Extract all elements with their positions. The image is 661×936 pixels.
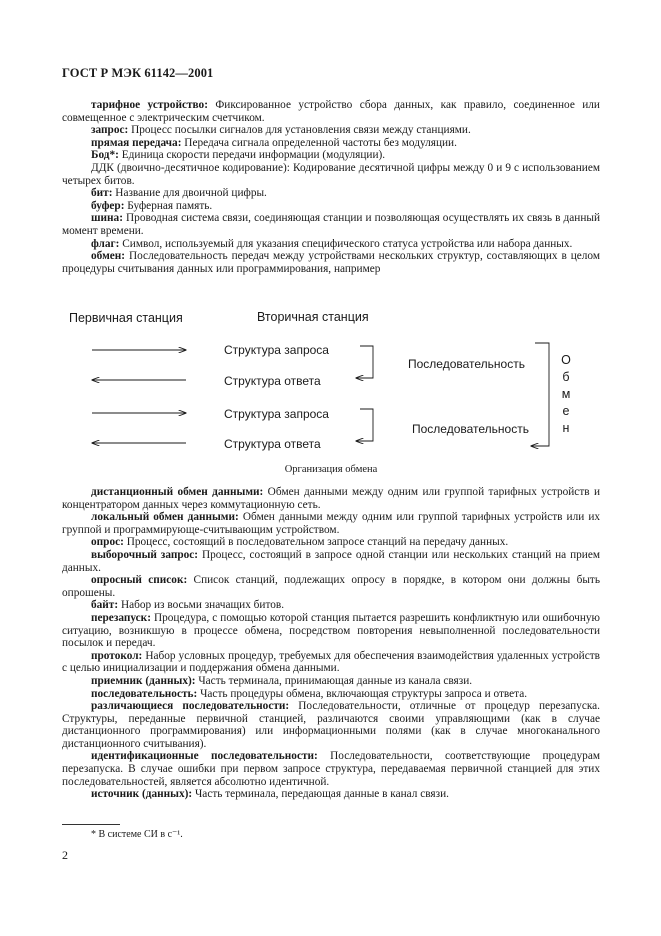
- definition-term: опросный список:: [91, 574, 188, 587]
- structure-label: Структура запроса: [224, 343, 329, 357]
- definition-item: [62, 675, 600, 688]
- definition-text: Список станций, подлежащих опросу в порядке, в котором они должны быть опрошены.: [62, 574, 600, 599]
- definition-item: [62, 700, 600, 750]
- exchange-letter: е: [562, 404, 570, 418]
- definition-term: обмен:: [91, 250, 126, 263]
- definition-term: прямая передача:: [91, 136, 182, 149]
- secondary-station-label: Вторичная станция: [257, 310, 369, 324]
- definition-term: локальный обмен данными:: [91, 511, 239, 524]
- definition-term: шина:: [91, 212, 123, 225]
- footnote-divider: [62, 824, 120, 825]
- definition-item: [62, 187, 600, 200]
- exchange-letter: н: [562, 421, 570, 435]
- definitions-part-1: [62, 99, 600, 275]
- structure-label: Структура запроса: [224, 407, 329, 421]
- definition-item: [62, 574, 600, 599]
- page-number: 2: [62, 848, 68, 862]
- primary-station-label: Первичная станция: [69, 311, 183, 325]
- footnote: * В системе СИ в с⁻¹.: [91, 829, 183, 840]
- definition-term: перезапуск:: [91, 611, 151, 624]
- definition-item: [62, 788, 600, 801]
- diagram-caption: Организация обмена: [284, 464, 378, 475]
- definition-item: [62, 536, 600, 549]
- definition-text: Часть терминала, передающая данные в канал связи.: [192, 788, 449, 801]
- sequence-label: Последовательность: [412, 422, 529, 436]
- definition-item: [62, 750, 600, 788]
- definition-text: Процесс, состоящий в запросе одной станции или нескольких станций на прием данных.: [62, 548, 600, 574]
- sequence-bracket: [358, 346, 373, 378]
- definition-text: Передача сигнала определенной частоты без модуляции.: [181, 136, 457, 149]
- definition-text: Обмен данными между одним или группой тарифных устройств или их группой и программирующе-считывающим устройством.: [62, 511, 601, 536]
- definition-item: [62, 250, 600, 275]
- definition-term: последовательность:: [91, 687, 198, 700]
- definition-item: [62, 200, 600, 213]
- definition-text: Буферная память.: [124, 199, 213, 212]
- definition-term: источник (данных):: [91, 788, 193, 801]
- definition-item: [62, 99, 600, 124]
- definition-text: Единица скорости передачи информации (модуляции).: [118, 149, 386, 162]
- exchange-letter: м: [561, 387, 571, 401]
- sequence-bracket: [358, 409, 373, 441]
- definition-text: Набор условных процедур, требуемых для обеспечения взаимодействия удаленных устройств с целью инициализации и поддержания обмена данными.: [62, 649, 600, 675]
- definition-item: [62, 688, 600, 701]
- definition-text: Обмен данными между одним или группой тарифных устройств и концентратором данных через коммутационную сеть.: [62, 486, 601, 511]
- definition-term: Бод*:: [91, 149, 119, 162]
- definition-item: [62, 599, 600, 612]
- definition-term: флаг:: [91, 237, 120, 250]
- definition-term: приемник (данных):: [91, 674, 196, 687]
- structure-label: Структура ответа: [224, 374, 321, 388]
- sequence-label: Последовательность: [408, 357, 525, 371]
- structure-label: Структура ответа: [224, 437, 321, 451]
- definition-item: [62, 486, 600, 511]
- definition-term: различающиеся последовательности:: [91, 700, 290, 713]
- definition-text: Часть терминала, принимающая данные из канала связи.: [195, 674, 473, 687]
- definition-text: Процесс, состоящий в последовательном запросе станций на передачу данных.: [123, 536, 509, 549]
- definition-item: [62, 162, 600, 187]
- definition-text: Проводная система связи, соединяющая станции и позволяющая осуществлять их связь в данный момент времени.: [62, 212, 600, 237]
- definition-item: [62, 650, 600, 675]
- definition-text: Название для двоичной цифры.: [112, 187, 267, 200]
- definition-item: [62, 149, 600, 162]
- exchange-letter: б: [562, 370, 570, 384]
- definition-text: Набор из восьми значащих битов.: [118, 599, 285, 612]
- definition-item: [62, 238, 600, 251]
- definition-term: тарифное устройство:: [91, 99, 208, 111]
- definition-text: Символ, используемый для указания специфического статуса устройства или набора данных.: [119, 237, 573, 250]
- definition-term: дистанционный обмен данными:: [91, 486, 264, 498]
- definition-item: [62, 612, 600, 650]
- definition-term: бит:: [91, 187, 113, 200]
- definition-item: [62, 511, 600, 536]
- definition-text: Фиксированное устройство сбора данных, как правило, соединенное или совмещенное с электрическим счетчиком.: [62, 99, 600, 124]
- exchange-letter: О: [561, 353, 571, 367]
- definition-term: опрос:: [91, 536, 124, 549]
- definition-term: запрос:: [91, 124, 129, 137]
- definition-text: Последовательность передач между устройствами нескольких структур, составляющих в целом процедуры считывания данных или программирования, например: [62, 250, 600, 275]
- definition-text: Последовательности, соответствующие процедурам перезапуска. В случае ошибки при первом запросе структура, передаваемая первичной станцией для этих последовательностей, является абсолютно идентичной.: [62, 750, 600, 788]
- definition-term: идентификационные последовательности:: [91, 750, 318, 763]
- definition-item: [62, 212, 600, 237]
- definition-term: байт:: [91, 599, 119, 612]
- document-header: ГОСТ Р МЭК 61142—2001: [62, 66, 214, 80]
- definition-text: Процесс посылки сигналов для установления связи между станциями.: [128, 124, 471, 137]
- definition-text: ДДК (двоично-десятичное кодирование): Кодирование десятичной цифры между 0 и 9 с использованием четырех битов.: [62, 161, 600, 187]
- definition-term: протокол:: [91, 649, 143, 662]
- definitions-part-2: [62, 486, 600, 801]
- definition-text: Процедура, с помощью которой станция пытается разрешить конфликтную или ошибочную ситуацию, возникшую в процессе обмена, посредством повторения невыполненной последовательности посылок и передач.: [62, 611, 600, 650]
- definition-item: [62, 549, 600, 574]
- definition-item: [62, 124, 600, 137]
- definition-item: [62, 137, 600, 150]
- exchange-bracket: [533, 343, 549, 446]
- definition-term: выборочный запрос:: [91, 548, 199, 561]
- definition-term: буфер:: [91, 199, 125, 212]
- definition-text: Часть процедуры обмена, включающая структуры запроса и ответа.: [197, 687, 528, 700]
- definition-text: Последовательности, отличные от процедур перезапуска. Структуры, переданные первичной станцией, различаются своими управляющими (как в случае дистанционного программирования) или информационными полями (как в случае многоканального дистанционного считывания).: [62, 700, 600, 750]
